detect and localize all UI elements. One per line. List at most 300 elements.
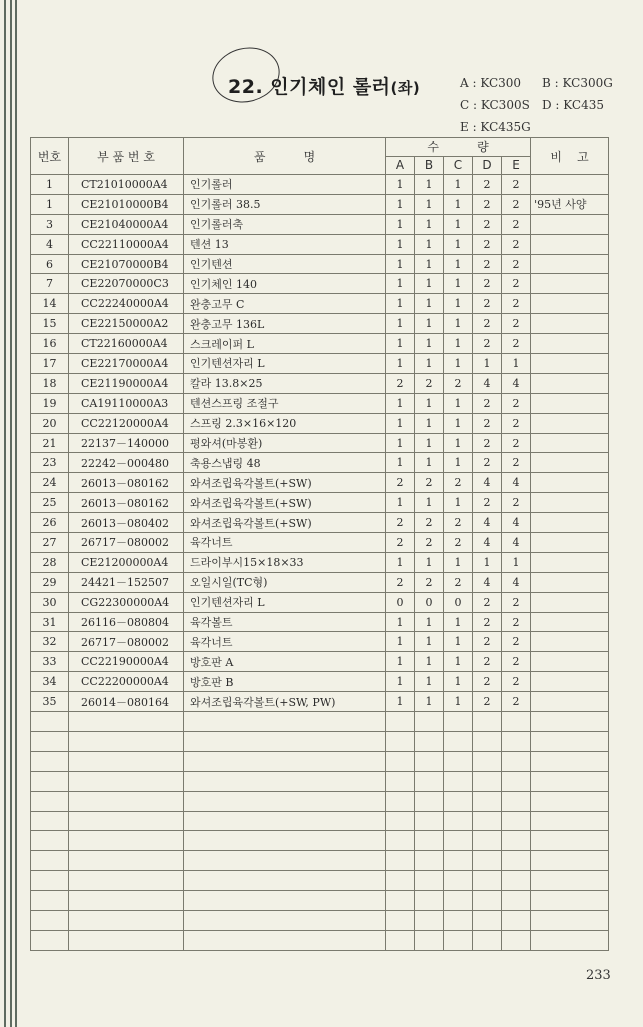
empty-cell: [184, 811, 386, 831]
cell-b: 1: [415, 354, 444, 374]
cell-remark: [531, 572, 609, 592]
cell-b: 1: [415, 234, 444, 254]
cell-name: 와셔조립육각볼트(+SW): [184, 473, 386, 493]
empty-row: [31, 771, 609, 791]
table-header-row: [31, 138, 609, 157]
cell-a: 2: [386, 533, 415, 553]
cell-remark: [531, 214, 609, 234]
cell-c: 1: [444, 433, 473, 453]
cell-e: 4: [502, 572, 531, 592]
cell-d: 1: [473, 552, 502, 572]
cell-a: 1: [386, 354, 415, 374]
cell-c: 1: [444, 552, 473, 572]
cell-c: 0: [444, 592, 473, 612]
cell-b: 2: [415, 513, 444, 533]
empty-row: [31, 930, 609, 950]
cell-part-no: CG22300000A4: [69, 592, 184, 612]
empty-cell: [31, 791, 69, 811]
cell-e: 2: [502, 175, 531, 195]
table-row: [31, 513, 609, 533]
empty-cell: [184, 831, 386, 851]
cell-c: 1: [444, 334, 473, 354]
empty-cell: [184, 930, 386, 950]
header-remark: 비 고: [531, 138, 609, 175]
empty-cell: [473, 771, 502, 791]
cell-c: 2: [444, 572, 473, 592]
cell-part-no: 22242－000480: [69, 453, 184, 473]
cell-e: 2: [502, 453, 531, 473]
model-b: B : KC300G: [542, 76, 613, 90]
cell-name: 인기체인 140: [184, 274, 386, 294]
cell-c: 2: [444, 373, 473, 393]
cell-d: 2: [473, 493, 502, 513]
cell-e: 2: [502, 274, 531, 294]
cell-remark: [531, 453, 609, 473]
empty-row: [31, 712, 609, 732]
cell-no: 6: [31, 254, 69, 274]
empty-cell: [415, 831, 444, 851]
cell-no: 20: [31, 413, 69, 433]
cell-part-no: 26717－080002: [69, 632, 184, 652]
cell-b: 1: [415, 214, 444, 234]
cell-e: 2: [502, 194, 531, 214]
cell-c: 1: [444, 314, 473, 334]
empty-cell: [69, 751, 184, 771]
table-row: [31, 314, 609, 334]
cell-part-no: CE21010000B4: [69, 194, 184, 214]
cell-no: 3: [31, 214, 69, 234]
cell-e: 2: [502, 692, 531, 712]
cell-b: 2: [415, 473, 444, 493]
cell-d: 4: [473, 473, 502, 493]
cell-b: 2: [415, 373, 444, 393]
cell-c: 1: [444, 175, 473, 195]
cell-c: 1: [444, 393, 473, 413]
cell-part-no: 26013－080402: [69, 513, 184, 533]
empty-cell: [444, 791, 473, 811]
empty-cell: [69, 791, 184, 811]
cell-d: 2: [473, 652, 502, 672]
cell-e: 2: [502, 334, 531, 354]
cell-d: 2: [473, 175, 502, 195]
cell-d: 2: [473, 314, 502, 334]
cell-name: 방호판 A: [184, 652, 386, 672]
empty-row: [31, 871, 609, 891]
cell-e: 4: [502, 513, 531, 533]
cell-d: 2: [473, 214, 502, 234]
empty-cell: [31, 731, 69, 751]
cell-d: 2: [473, 692, 502, 712]
cell-a: 1: [386, 552, 415, 572]
empty-cell: [69, 831, 184, 851]
empty-cell: [31, 910, 69, 930]
cell-name: 텐션 13: [184, 234, 386, 254]
cell-c: 1: [444, 632, 473, 652]
empty-cell: [531, 712, 609, 732]
table-row: [31, 533, 609, 553]
empty-cell: [415, 731, 444, 751]
cell-no: 4: [31, 234, 69, 254]
binding-line-outer: [4, 0, 6, 1027]
cell-a: 1: [386, 413, 415, 433]
cell-b: 1: [415, 314, 444, 334]
table-row: [31, 393, 609, 413]
table-row: [31, 692, 609, 712]
cell-part-no: CE22070000C3: [69, 274, 184, 294]
title-suffix: (좌): [390, 79, 421, 97]
cell-b: 1: [415, 552, 444, 572]
cell-b: 1: [415, 274, 444, 294]
empty-cell: [31, 831, 69, 851]
cell-part-no: CT21010000A4: [69, 175, 184, 195]
cell-part-no: CT22160000A4: [69, 334, 184, 354]
table-row: [31, 334, 609, 354]
empty-cell: [473, 851, 502, 871]
cell-name: 드라이부시15×18×33: [184, 552, 386, 572]
cell-b: 0: [415, 592, 444, 612]
empty-cell: [531, 831, 609, 851]
empty-cell: [69, 891, 184, 911]
empty-cell: [415, 811, 444, 831]
cell-d: 4: [473, 513, 502, 533]
cell-no: 21: [31, 433, 69, 453]
cell-remark: [531, 672, 609, 692]
table-row: [31, 354, 609, 374]
empty-row: [31, 811, 609, 831]
empty-cell: [531, 791, 609, 811]
empty-row: [31, 910, 609, 930]
cell-a: 1: [386, 314, 415, 334]
empty-cell: [473, 731, 502, 751]
cell-c: 1: [444, 194, 473, 214]
empty-cell: [184, 751, 386, 771]
empty-cell: [31, 871, 69, 891]
cell-no: 7: [31, 274, 69, 294]
cell-c: 1: [444, 453, 473, 473]
cell-b: 1: [415, 692, 444, 712]
cell-c: 1: [444, 692, 473, 712]
cell-c: 1: [444, 354, 473, 374]
cell-part-no: CA19110000A3: [69, 393, 184, 413]
table-row: [31, 632, 609, 652]
empty-cell: [69, 771, 184, 791]
empty-cell: [69, 712, 184, 732]
cell-e: 2: [502, 393, 531, 413]
cell-e: 1: [502, 354, 531, 374]
empty-cell: [473, 751, 502, 771]
cell-part-no: CC22120000A4: [69, 413, 184, 433]
cell-a: 2: [386, 572, 415, 592]
cell-name: 인기롤러: [184, 175, 386, 195]
cell-name: 완충고무 136L: [184, 314, 386, 334]
empty-cell: [473, 831, 502, 851]
cell-name: 와셔조립육각볼트(+SW): [184, 513, 386, 533]
cell-a: 1: [386, 214, 415, 234]
empty-cell: [444, 751, 473, 771]
parts-table-body: [31, 175, 609, 951]
empty-cell: [444, 811, 473, 831]
empty-cell: [444, 731, 473, 751]
empty-cell: [31, 751, 69, 771]
cell-remark: [531, 433, 609, 453]
empty-cell: [69, 851, 184, 871]
cell-a: 1: [386, 493, 415, 513]
empty-cell: [415, 851, 444, 871]
cell-name: 육각너트: [184, 632, 386, 652]
title-name: 인기체인 롤러: [270, 76, 391, 98]
empty-cell: [531, 811, 609, 831]
table-row: [31, 274, 609, 294]
cell-b: 1: [415, 334, 444, 354]
table-row: [31, 294, 609, 314]
cell-a: 1: [386, 254, 415, 274]
cell-b: 1: [415, 294, 444, 314]
cell-e: 2: [502, 234, 531, 254]
empty-cell: [531, 851, 609, 871]
cell-remark: [531, 234, 609, 254]
cell-remark: [531, 393, 609, 413]
cell-no: 1: [31, 194, 69, 214]
empty-cell: [184, 851, 386, 871]
cell-name: 축용스냅링 48: [184, 453, 386, 473]
empty-cell: [184, 910, 386, 930]
cell-c: 1: [444, 652, 473, 672]
header-no: 번호: [31, 138, 69, 175]
empty-cell: [386, 811, 415, 831]
empty-cell: [31, 811, 69, 831]
cell-a: 1: [386, 612, 415, 632]
cell-e: 2: [502, 672, 531, 692]
cell-e: 2: [502, 592, 531, 612]
cell-c: 1: [444, 254, 473, 274]
empty-cell: [386, 751, 415, 771]
empty-cell: [502, 831, 531, 851]
cell-b: 1: [415, 612, 444, 632]
table-row: [31, 493, 609, 513]
cell-name: 인기텐션자리 L: [184, 592, 386, 612]
cell-part-no: CC22190000A4: [69, 652, 184, 672]
empty-cell: [415, 930, 444, 950]
empty-row: [31, 731, 609, 751]
cell-c: 1: [444, 413, 473, 433]
empty-cell: [415, 751, 444, 771]
empty-cell: [502, 910, 531, 930]
empty-row: [31, 751, 609, 771]
header-qty-d: D: [473, 156, 502, 175]
cell-c: 2: [444, 473, 473, 493]
cell-part-no: 26013－080162: [69, 493, 184, 513]
empty-cell: [531, 891, 609, 911]
empty-cell: [502, 791, 531, 811]
cell-d: 2: [473, 612, 502, 632]
cell-remark: [531, 552, 609, 572]
cell-remark: [531, 274, 609, 294]
cell-name: 완충고무 C: [184, 294, 386, 314]
empty-cell: [531, 910, 609, 930]
cell-e: 2: [502, 493, 531, 513]
cell-name: 오일시일(TC형): [184, 572, 386, 592]
header-name: 품 명: [184, 138, 386, 175]
cell-d: 4: [473, 533, 502, 553]
cell-a: 2: [386, 373, 415, 393]
empty-cell: [502, 930, 531, 950]
cell-no: 30: [31, 592, 69, 612]
cell-d: 2: [473, 334, 502, 354]
empty-cell: [386, 891, 415, 911]
cell-d: 2: [473, 632, 502, 652]
empty-cell: [444, 831, 473, 851]
empty-cell: [444, 871, 473, 891]
cell-part-no: 26014－080164: [69, 692, 184, 712]
cell-c: 1: [444, 234, 473, 254]
cell-e: 2: [502, 294, 531, 314]
empty-cell: [386, 871, 415, 891]
cell-c: 1: [444, 672, 473, 692]
cell-remark: [531, 175, 609, 195]
cell-remark: [531, 632, 609, 652]
cell-name: 텐션스프링 조절구: [184, 393, 386, 413]
cell-remark: [531, 254, 609, 274]
cell-c: 1: [444, 274, 473, 294]
cell-a: 1: [386, 334, 415, 354]
empty-cell: [31, 851, 69, 871]
empty-cell: [69, 871, 184, 891]
empty-cell: [444, 891, 473, 911]
empty-cell: [386, 712, 415, 732]
table-row: [31, 572, 609, 592]
cell-no: 28: [31, 552, 69, 572]
cell-name: 인기롤러 38.5: [184, 194, 386, 214]
cell-a: 1: [386, 672, 415, 692]
cell-c: 2: [444, 533, 473, 553]
cell-c: 1: [444, 493, 473, 513]
cell-remark: [531, 612, 609, 632]
cell-d: 2: [473, 433, 502, 453]
cell-b: 1: [415, 413, 444, 433]
model-d: D : KC435: [542, 98, 605, 112]
empty-cell: [184, 771, 386, 791]
cell-e: 2: [502, 314, 531, 334]
empty-cell: [386, 771, 415, 791]
cell-b: 1: [415, 254, 444, 274]
cell-d: 2: [473, 234, 502, 254]
empty-cell: [31, 930, 69, 950]
empty-cell: [444, 910, 473, 930]
cell-remark: [531, 652, 609, 672]
cell-d: 2: [473, 274, 502, 294]
cell-d: 4: [473, 572, 502, 592]
empty-cell: [69, 731, 184, 751]
cell-e: 4: [502, 533, 531, 553]
empty-cell: [386, 851, 415, 871]
empty-cell: [473, 871, 502, 891]
cell-c: 1: [444, 612, 473, 632]
empty-cell: [415, 791, 444, 811]
cell-remark: [531, 592, 609, 612]
empty-cell: [473, 791, 502, 811]
header-qty-e: E: [502, 156, 531, 175]
table-row: [31, 453, 609, 473]
empty-cell: [473, 910, 502, 930]
table-row: [31, 413, 609, 433]
cell-name: 스프링 2.3×16×120: [184, 413, 386, 433]
cell-part-no: CC22200000A4: [69, 672, 184, 692]
empty-cell: [531, 771, 609, 791]
cell-d: 2: [473, 592, 502, 612]
empty-cell: [473, 712, 502, 732]
cell-e: 2: [502, 413, 531, 433]
cell-a: 1: [386, 234, 415, 254]
cell-b: 1: [415, 632, 444, 652]
empty-cell: [444, 851, 473, 871]
model-e: E : KC435G: [460, 120, 531, 134]
table-row: [31, 194, 609, 214]
empty-cell: [502, 811, 531, 831]
table-row: [31, 592, 609, 612]
empty-cell: [184, 731, 386, 751]
empty-cell: [31, 891, 69, 911]
empty-row: [31, 851, 609, 871]
cell-a: 1: [386, 453, 415, 473]
cell-e: 2: [502, 612, 531, 632]
table-row: [31, 672, 609, 692]
empty-cell: [415, 871, 444, 891]
cell-part-no: CE21070000B4: [69, 254, 184, 274]
empty-cell: [184, 791, 386, 811]
cell-c: 1: [444, 214, 473, 234]
empty-cell: [502, 731, 531, 751]
cell-a: 0: [386, 592, 415, 612]
cell-part-no: 24421－152507: [69, 572, 184, 592]
cell-b: 1: [415, 493, 444, 513]
empty-cell: [502, 851, 531, 871]
empty-cell: [444, 771, 473, 791]
cell-part-no: CE22170000A4: [69, 354, 184, 374]
cell-b: 1: [415, 194, 444, 214]
empty-cell: [184, 712, 386, 732]
cell-a: 1: [386, 652, 415, 672]
cell-a: 1: [386, 632, 415, 652]
cell-no: 16: [31, 334, 69, 354]
cell-d: 2: [473, 413, 502, 433]
cell-name: 육각너트: [184, 533, 386, 553]
empty-cell: [386, 831, 415, 851]
cell-no: 31: [31, 612, 69, 632]
empty-cell: [473, 891, 502, 911]
empty-cell: [415, 771, 444, 791]
cell-no: 19: [31, 393, 69, 413]
cell-name: 인기텐션: [184, 254, 386, 274]
empty-cell: [69, 811, 184, 831]
cell-part-no: 22137－140000: [69, 433, 184, 453]
cell-part-no: 26013－080162: [69, 473, 184, 493]
model-c: C : KC300S: [460, 98, 530, 112]
empty-cell: [502, 771, 531, 791]
cell-no: 32: [31, 632, 69, 652]
empty-cell: [502, 712, 531, 732]
title-number: 22.: [228, 76, 264, 98]
cell-no: 35: [31, 692, 69, 712]
header-part-no: 부 품 번 호: [69, 138, 184, 175]
empty-cell: [386, 731, 415, 751]
cell-b: 1: [415, 393, 444, 413]
empty-cell: [531, 731, 609, 751]
table-row: [31, 473, 609, 493]
cell-no: 15: [31, 314, 69, 334]
cell-remark: [531, 334, 609, 354]
empty-cell: [415, 712, 444, 732]
cell-d: 1: [473, 354, 502, 374]
